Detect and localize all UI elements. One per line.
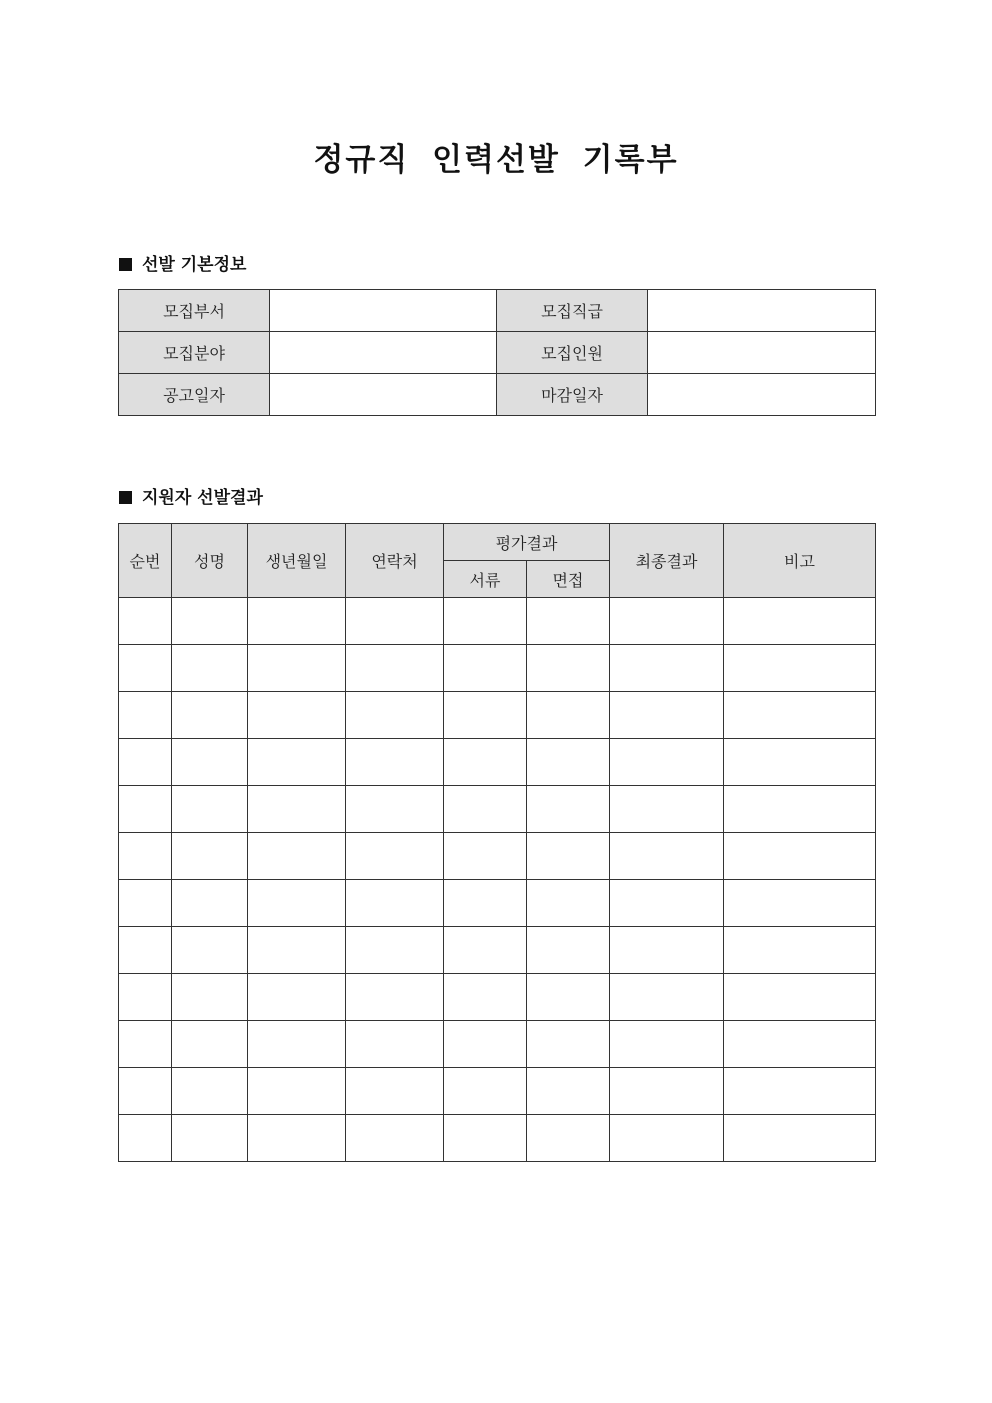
table-cell[interactable] — [444, 880, 527, 927]
table-cell[interactable] — [527, 598, 610, 645]
table-cell[interactable] — [172, 880, 248, 927]
table-cell[interactable] — [610, 880, 724, 927]
label-cell: 공고일자 — [119, 374, 270, 416]
table-cell[interactable] — [444, 598, 527, 645]
table-cell[interactable] — [527, 786, 610, 833]
column-header-contact: 연락처 — [346, 524, 444, 598]
table-cell[interactable] — [248, 880, 346, 927]
table-cell[interactable] — [119, 833, 172, 880]
basic-info-table — [118, 289, 876, 416]
table-cell[interactable] — [610, 786, 724, 833]
table-cell[interactable] — [724, 786, 876, 833]
column-header-name: 성명 — [172, 524, 248, 598]
table-row — [119, 374, 876, 416]
table-cell[interactable] — [346, 1115, 444, 1162]
table-cell[interactable] — [119, 786, 172, 833]
table-row — [119, 739, 876, 786]
table-cell[interactable] — [172, 598, 248, 645]
table-cell[interactable] — [119, 598, 172, 645]
table-cell[interactable] — [527, 739, 610, 786]
table-cell[interactable] — [172, 1068, 248, 1115]
table-cell[interactable] — [172, 692, 248, 739]
table-cell[interactable] — [527, 880, 610, 927]
input-cell[interactable] — [270, 332, 497, 374]
table-cell[interactable] — [444, 786, 527, 833]
input-cell[interactable] — [648, 374, 876, 416]
table-cell[interactable] — [119, 645, 172, 692]
table-cell[interactable] — [444, 927, 527, 974]
table-cell[interactable] — [119, 1021, 172, 1068]
table-cell[interactable] — [724, 927, 876, 974]
table-cell[interactable] — [610, 692, 724, 739]
section-heading-text: 지원자 선발결과 — [142, 488, 263, 508]
table-cell[interactable] — [248, 974, 346, 1021]
table-cell[interactable] — [724, 1068, 876, 1115]
input-cell[interactable] — [648, 332, 876, 374]
label-cell: 모집인원 — [497, 332, 648, 374]
table-row — [119, 692, 876, 739]
column-header-birth: 생년월일 — [248, 524, 346, 598]
table-row — [119, 1115, 876, 1162]
table-cell[interactable] — [444, 645, 527, 692]
table-cell[interactable] — [119, 927, 172, 974]
table-cell[interactable] — [346, 739, 444, 786]
table-cell[interactable] — [119, 974, 172, 1021]
label-cell: 모집부서 — [119, 290, 270, 332]
table-cell[interactable] — [610, 645, 724, 692]
table-cell[interactable] — [248, 645, 346, 692]
table-cell[interactable] — [248, 739, 346, 786]
results-table-body — [119, 598, 876, 1162]
table-cell[interactable] — [527, 1115, 610, 1162]
table-cell[interactable] — [444, 739, 527, 786]
table-cell[interactable] — [610, 598, 724, 645]
column-header-evaluation: 평가결과 — [444, 524, 610, 561]
table-cell[interactable] — [724, 645, 876, 692]
table-cell[interactable] — [119, 1115, 172, 1162]
table-cell[interactable] — [724, 833, 876, 880]
table-cell[interactable] — [610, 1115, 724, 1162]
table-cell[interactable] — [527, 692, 610, 739]
table-cell[interactable] — [610, 1021, 724, 1068]
table-cell[interactable] — [610, 739, 724, 786]
table-cell[interactable] — [172, 1021, 248, 1068]
table-row — [119, 880, 876, 927]
table-cell[interactable] — [172, 645, 248, 692]
input-cell[interactable] — [648, 290, 876, 332]
table-cell[interactable] — [346, 833, 444, 880]
table-row — [119, 974, 876, 1021]
table-cell[interactable] — [610, 927, 724, 974]
table-cell[interactable] — [610, 1068, 724, 1115]
table-cell[interactable] — [346, 598, 444, 645]
table-cell[interactable] — [444, 974, 527, 1021]
table-row — [119, 290, 876, 332]
label-cell: 모집분야 — [119, 332, 270, 374]
table-cell[interactable] — [444, 833, 527, 880]
input-cell[interactable] — [270, 290, 497, 332]
table-cell[interactable] — [527, 645, 610, 692]
table-cell[interactable] — [119, 692, 172, 739]
column-header-seq: 순번 — [119, 524, 172, 598]
table-cell[interactable] — [527, 1068, 610, 1115]
table-cell[interactable] — [724, 598, 876, 645]
table-cell[interactable] — [724, 692, 876, 739]
table-cell[interactable] — [119, 739, 172, 786]
table-cell[interactable] — [527, 927, 610, 974]
table-cell[interactable] — [444, 1068, 527, 1115]
table-row — [119, 1068, 876, 1115]
table-cell[interactable] — [527, 1021, 610, 1068]
label-cell: 마감일자 — [497, 374, 648, 416]
table-cell[interactable] — [172, 1115, 248, 1162]
table-cell[interactable] — [119, 880, 172, 927]
table-row — [119, 645, 876, 692]
table-cell[interactable] — [444, 692, 527, 739]
square-bullet-icon — [119, 258, 132, 271]
column-header-documents: 서류 — [444, 561, 527, 598]
table-cell[interactable] — [248, 1021, 346, 1068]
table-cell[interactable] — [346, 786, 444, 833]
section-heading-text: 선발 기본정보 — [142, 255, 247, 275]
table-row — [119, 786, 876, 833]
table-cell[interactable] — [527, 974, 610, 1021]
table-cell[interactable] — [724, 739, 876, 786]
table-cell[interactable] — [119, 1068, 172, 1115]
document-title: 정규직 인력선발 기록부 — [313, 142, 679, 178]
table-cell[interactable] — [172, 833, 248, 880]
column-header-interview: 면접 — [527, 561, 610, 598]
table-cell[interactable] — [172, 739, 248, 786]
table-cell[interactable] — [248, 1115, 346, 1162]
table-cell[interactable] — [248, 927, 346, 974]
table-header-row — [119, 524, 876, 561]
table-row — [119, 927, 876, 974]
table-cell[interactable] — [724, 974, 876, 1021]
section-heading-results — [119, 487, 263, 509]
table-row — [119, 332, 876, 374]
table-cell[interactable] — [248, 598, 346, 645]
table-cell[interactable] — [610, 974, 724, 1021]
table-cell[interactable] — [527, 833, 610, 880]
square-bullet-icon — [119, 491, 132, 504]
label-cell: 모집직급 — [497, 290, 648, 332]
table-cell[interactable] — [346, 880, 444, 927]
table-cell[interactable] — [346, 1021, 444, 1068]
table-row — [119, 833, 876, 880]
column-header-remarks: 비고 — [724, 524, 876, 598]
table-cell[interactable] — [172, 927, 248, 974]
section-heading-basic-info — [119, 254, 246, 276]
table-row — [119, 598, 876, 645]
table-cell[interactable] — [346, 927, 444, 974]
table-cell[interactable] — [346, 645, 444, 692]
column-header-final: 최종결과 — [610, 524, 724, 598]
table-cell[interactable] — [248, 692, 346, 739]
table-row — [119, 1021, 876, 1068]
table-cell[interactable] — [248, 1068, 346, 1115]
table-cell[interactable] — [724, 1021, 876, 1068]
input-cell[interactable] — [270, 374, 497, 416]
table-cell[interactable] — [346, 1068, 444, 1115]
results-table — [118, 523, 876, 1162]
table-cell[interactable] — [444, 1021, 527, 1068]
table-cell[interactable] — [172, 786, 248, 833]
table-cell[interactable] — [346, 692, 444, 739]
table-cell[interactable] — [610, 833, 724, 880]
table-cell[interactable] — [724, 880, 876, 927]
table-cell[interactable] — [444, 1115, 527, 1162]
table-cell[interactable] — [248, 786, 346, 833]
table-cell[interactable] — [346, 974, 444, 1021]
table-cell[interactable] — [248, 833, 346, 880]
table-cell[interactable] — [724, 1115, 876, 1162]
table-cell[interactable] — [172, 974, 248, 1021]
